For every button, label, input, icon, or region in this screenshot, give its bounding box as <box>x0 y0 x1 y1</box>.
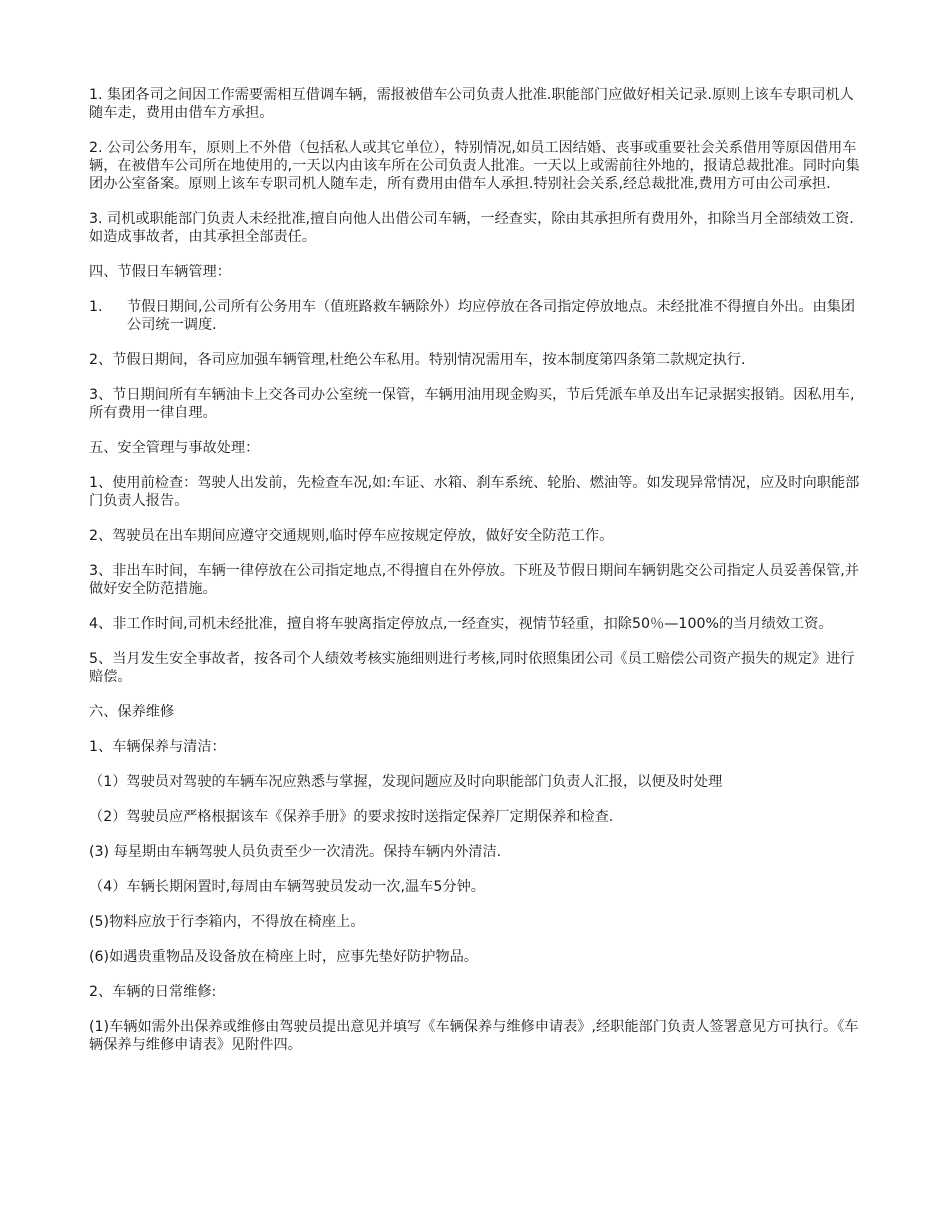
paragraph-loan-between-companies: 1. 集团各司之间因工作需要需相互借调车辆，需报被借车公司负责人批准.职能部门应做好相关记录.原则上该车专职司机人随车走，费用由借车方承担。 <box>89 87 854 121</box>
paragraph-pre-use-check: 1、使用前检查：驾驶人出发前，先检查车况,如:车证、水箱、刹车系统、轮胎、燃油等。如发现异常情况，应及时向职能部门负责人报告。 <box>89 475 860 509</box>
subheading-maintenance-cleaning: 1、车辆保养与清洁： <box>89 739 226 755</box>
paragraph-maintenance-item-5: (5)物料应放于行李箱内，不得放在椅座上。 <box>89 914 365 930</box>
paragraph-holiday-management: 2、节假日期间，各司应加强车辆管理,杜绝公车私用。特别情况需用车，按本制度第四条第二款规定执行. <box>89 352 746 368</box>
paragraph-maintenance-item-1: （1）驾驶员对驾驶的车辆车况应熟悉与掌握，发现问题应及时向职能部门负责人汇报，以便及时处理 <box>89 774 723 790</box>
paragraph-traffic-rules: 2、驾驶员在出车期间应遵守交通规则,临时停车应按规定停放，做好安全防范工作。 <box>89 528 614 544</box>
paragraph-text: 节假日期间,公司所有公务用车（值班路救车辆除外）均应停放在各司指定停放地点。未经批准不得擅自外出。由集团公司统一调度. <box>127 299 856 333</box>
paragraph-maintenance-item-3: (3) 每星期由车辆驾驶人员负责至少一次清洗。保持车辆内外清洁. <box>89 844 502 860</box>
paragraph-repair-item-1: (1)车辆如需外出保养或维修由驾驶员提出意见并填写《车辆保养与维修申请表》,经职能部门负责人签署意见方可执行。《车辆保养与维修申请表》见附件四。 <box>89 1019 859 1053</box>
heading-holiday-vehicle-management: 四、节假日车辆管理： <box>89 264 231 280</box>
heading-maintenance: 六、保养维修 <box>89 704 175 720</box>
heading-safety-management: 五、安全管理与事故处理： <box>89 440 260 456</box>
paragraph-maintenance-item-4: （4）车辆长期闲置时,每周由车辆驾驶员发动一次,温车5分钟。 <box>89 879 485 895</box>
paragraph-non-working-time: 4、非工作时间,司机未经批准，擅自将车驶离指定停放点,一经查实，视情节轻重，扣除50％—100%的当月绩效工资。 <box>89 616 833 632</box>
paragraph-maintenance-item-6: (6)如遇贵重物品及设备放在椅座上时，应事先垫好防护物品。 <box>89 949 478 965</box>
paragraph-parking-location: 3、非出车时间，车辆一律停放在公司指定地点,不得擅自在外停放。下班及节假日期间车辆钥匙交公司指定人员妥善保管,并做好安全防范措施。 <box>89 563 859 597</box>
subheading-daily-repair: 2、车辆的日常维修: <box>89 984 217 1000</box>
paragraph-number: 1. <box>89 299 103 315</box>
paragraph-holiday-fuel-card: 3、节日期间所有车辆油卡上交各司办公室统一保管，车辆用油用现金购买，节后凭派车单及出车记录据实报销。因私用车,所有费用一律自理。 <box>89 387 855 421</box>
paragraph-holiday-parking <box>89 298 862 334</box>
paragraph-official-car-lending: 2. 公司公务用车，原则上不外借（包括私人或其它单位），特别情况,如员工因结婚、丧事或重要社会关系借用等原因借用车辆，在被借车公司所在地使用的,一天以内由该车所在公司负责人批准。一天以上或需前往外地的，报请总裁批准。同时向集团办公室备案。原则上该车专职司机人随车走，所有费用由借车人承担.特别社会关系,经总裁批准,费用方可由公司承担. <box>89 140 860 192</box>
paragraph-unauthorized-lending: 3. 司机或职能部门负责人未经批准,擅自向他人出借公司车辆，一经查实，除由其承担所有费用外，扣除当月全部绩效工资.如造成事故者，由其承担全部责任。 <box>89 211 854 245</box>
paragraph-maintenance-item-2: （2）驾驶员应严格根据该车《保养手册》的要求按时送指定保养厂定期保养和检查. <box>89 809 614 825</box>
paragraph-safety-accident: 5、当月发生安全事故者，按各司个人绩效考核实施细则进行考核,同时依照集团公司《员工赔偿公司资产损失的规定》进行赔偿。 <box>89 651 855 685</box>
